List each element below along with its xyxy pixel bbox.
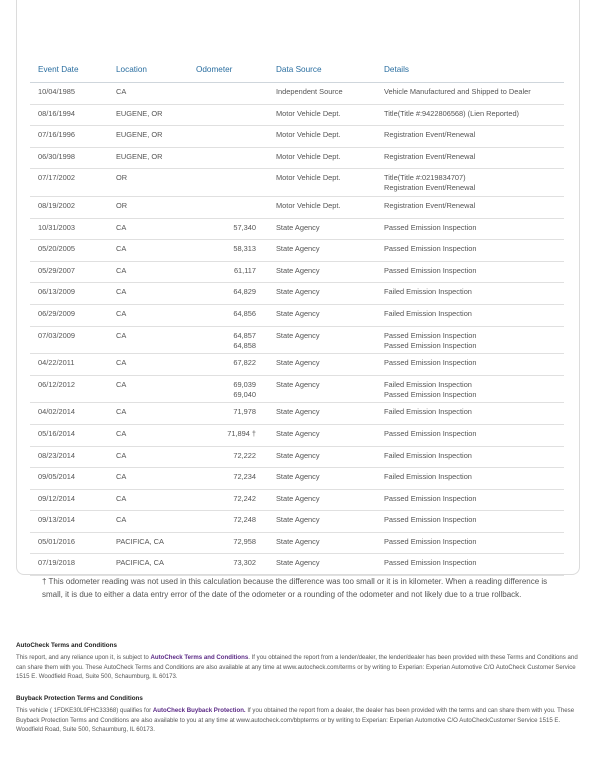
cell-data-source: State Agency <box>276 558 320 568</box>
odometer-reading: 64,856 <box>233 308 256 318</box>
cell-data-source: State Agency <box>276 358 320 368</box>
autocheck-terms-text <box>16 653 582 681</box>
cell-event-date: 05/16/2014 <box>38 428 75 438</box>
cell-details <box>384 380 564 400</box>
buyback-terms-section <box>16 694 582 735</box>
detail-line: Passed Emission Inspection <box>384 222 477 232</box>
cell-details <box>384 558 564 568</box>
autocheck-terms-link[interactable]: AutoCheck Terms and Conditions <box>150 654 249 662</box>
cell-data-source: Motor Vehicle Dept. <box>276 108 341 118</box>
cell-odometer <box>194 244 256 254</box>
cell-location: EUGENE, OR <box>116 130 163 140</box>
odometer-reading: 73,302 <box>233 558 256 568</box>
detail-line: Title(Title #:0219834707) <box>384 173 466 183</box>
detail-line: Passed Emission Inspection <box>384 265 477 275</box>
header-details: Details <box>384 65 410 74</box>
cell-data-source: State Agency <box>276 536 320 546</box>
cell-event-date: 04/02/2014 <box>38 407 75 417</box>
cell-details <box>384 472 564 482</box>
cell-details <box>384 537 564 547</box>
buyback-terms-text <box>16 706 582 734</box>
detail-line: Passed Emission Inspection <box>384 330 477 340</box>
cell-data-source: Motor Vehicle Dept. <box>276 130 341 140</box>
detail-line-secondary: Passed Emission Inspection <box>384 389 477 399</box>
odometer-reading: 64,857 <box>233 330 256 340</box>
cell-data-source: State Agency <box>276 265 320 275</box>
cell-odometer <box>194 331 256 351</box>
cell-odometer <box>194 223 256 233</box>
table-row <box>30 148 564 170</box>
odometer-reading: 72,958 <box>233 536 256 546</box>
cell-location: PACIFICA, CA <box>116 558 164 568</box>
event-history-table <box>30 60 564 576</box>
cell-location: CA <box>116 493 127 503</box>
cell-odometer <box>194 472 256 482</box>
odometer-reading: 72,222 <box>233 450 256 460</box>
cell-details <box>384 223 564 233</box>
autocheck-terms-title: AutoCheck Terms and Conditions <box>16 642 117 649</box>
table-body <box>30 83 564 576</box>
cell-data-source: State Agency <box>276 472 320 482</box>
odometer-reading: 58,313 <box>233 244 256 254</box>
detail-line-secondary: Passed Emission Inspection <box>384 340 477 350</box>
cell-data-source: State Agency <box>276 450 320 460</box>
cell-odometer <box>194 407 256 417</box>
cell-location: OR <box>116 200 128 210</box>
cell-location: CA <box>116 407 127 417</box>
detail-line: Registration Event/Renewal <box>384 200 476 210</box>
buyback-terms-link[interactable]: AutoCheck Buyback Protection. <box>152 707 246 715</box>
odometer-reading: 71,978 <box>233 407 256 417</box>
cell-event-date: 09/05/2014 <box>38 472 75 482</box>
cell-location: CA <box>116 308 127 318</box>
cell-data-source: State Agency <box>276 493 320 503</box>
cell-event-date: 07/19/2018 <box>38 558 75 568</box>
cell-details <box>384 244 564 254</box>
cell-data-source: Motor Vehicle Dept. <box>276 173 341 183</box>
autocheck-terms-text-before: This report, and any reliance upon it, is subject to <box>16 654 151 662</box>
cell-event-date: 06/29/2009 <box>38 308 75 318</box>
cell-location: CA <box>116 472 127 482</box>
cell-odometer <box>194 494 256 504</box>
cell-odometer <box>194 451 256 461</box>
detail-line: Passed Emission Inspection <box>384 493 477 503</box>
cell-data-source: State Agency <box>276 407 320 417</box>
cell-location: CA <box>116 330 127 340</box>
table-row <box>30 403 564 425</box>
cell-details <box>384 451 564 461</box>
cell-details <box>384 266 564 276</box>
cell-event-date: 08/19/2002 <box>38 200 75 210</box>
cell-location: CA <box>116 244 127 254</box>
table-row <box>30 169 564 197</box>
odometer-reading: 69,039 <box>233 379 256 389</box>
detail-line: Passed Emission Inspection <box>384 358 477 368</box>
cell-location: CA <box>116 428 127 438</box>
detail-line: Failed Emission Inspection <box>384 472 472 482</box>
cell-odometer <box>194 558 256 568</box>
table-row <box>30 376 564 404</box>
header-location: Location <box>116 65 147 74</box>
buyback-terms-text-before: This vehicle ( 1FDKE30L9FHC33368) qualifies for <box>16 707 153 715</box>
cell-odometer <box>194 380 256 400</box>
cell-event-date: 10/31/2003 <box>38 222 75 232</box>
cell-data-source: Independent Source <box>276 87 343 96</box>
buyback-terms-text-after: If you obtained the report from a dealer, the dealer has been provided with the terms and can share them with you. These Buyback Protection Terms and Conditions are also available to you at any time at www.autocheck.com/bbpterms or by writing to Experian: Experian Automotive C/O AutoCheckCustomer Service 1515 E. Woodfield Road, Suite 500, Schaumburg, IL 60173. <box>16 707 575 734</box>
cell-data-source: Motor Vehicle Dept. <box>276 151 341 161</box>
cell-data-source: State Agency <box>276 308 320 318</box>
table-row <box>30 327 564 355</box>
cell-event-date: 07/16/1996 <box>38 130 75 140</box>
cell-details <box>384 358 564 368</box>
cell-details <box>384 331 564 351</box>
cell-location: CA <box>116 450 127 460</box>
cell-details <box>384 309 564 319</box>
table-row <box>30 240 564 262</box>
cell-odometer <box>194 358 256 368</box>
cell-details <box>384 109 564 119</box>
cell-location: CA <box>116 379 127 389</box>
cell-data-source: State Agency <box>276 287 320 297</box>
cell-event-date: 07/03/2009 <box>38 330 75 340</box>
cell-event-date: 05/29/2007 <box>38 265 75 275</box>
autocheck-terms-section <box>16 641 582 682</box>
cell-event-date: 05/01/2016 <box>38 536 75 546</box>
table-row <box>30 105 564 127</box>
detail-line: Passed Emission Inspection <box>384 428 477 438</box>
detail-line: Passed Emission Inspection <box>384 536 477 546</box>
cell-odometer <box>194 287 256 297</box>
table-row <box>30 425 564 447</box>
cell-details <box>384 494 564 504</box>
cell-event-date: 08/16/1994 <box>38 108 75 118</box>
cell-details <box>384 429 564 439</box>
odometer-reading: 72,248 <box>233 515 256 525</box>
table-row <box>30 554 564 576</box>
cell-event-date: 10/04/1985 <box>38 87 75 96</box>
table-row <box>30 354 564 376</box>
odometer-reading: 72,234 <box>233 472 256 482</box>
table-row <box>30 447 564 469</box>
cell-location: CA <box>116 222 127 232</box>
odometer-reading: 71,894 † <box>227 428 256 438</box>
odometer-reading-secondary: 69,040 <box>233 389 256 399</box>
detail-line: Registration Event/Renewal <box>384 151 476 161</box>
odometer-footnote: † This odometer reading was not used in this calculation because the difference was too small or it is in kilometer. When a reading difference is small, it is due to either a data entry error of the date of the odometer or a rounding of the odometer and not likely due to a true rollback. <box>42 577 548 599</box>
cell-data-source: State Agency <box>276 515 320 525</box>
cell-event-date: 06/30/1998 <box>38 151 75 161</box>
odometer-reading: 72,242 <box>233 493 256 503</box>
detail-line: Passed Emission Inspection <box>384 244 477 254</box>
cell-odometer <box>194 537 256 547</box>
odometer-reading: 67,822 <box>233 358 256 368</box>
cell-location: CA <box>116 358 127 368</box>
cell-details <box>384 152 564 162</box>
table-row <box>30 468 564 490</box>
cell-location: CA <box>116 287 127 297</box>
cell-data-source: State Agency <box>276 330 320 340</box>
cell-event-date: 07/17/2002 <box>38 173 75 183</box>
detail-line: Failed Emission Inspection <box>384 450 472 460</box>
cell-event-date: 09/12/2014 <box>38 493 75 503</box>
cell-event-date: 08/23/2014 <box>38 450 75 460</box>
cell-details <box>384 201 564 211</box>
cell-data-source: Motor Vehicle Dept. <box>276 200 341 210</box>
cell-details <box>384 287 564 297</box>
cell-data-source: State Agency <box>276 222 320 232</box>
cell-event-date: 05/20/2005 <box>38 244 75 254</box>
cell-details <box>384 130 564 140</box>
cell-location: OR <box>116 173 128 183</box>
cell-odometer <box>194 309 256 319</box>
cell-event-date: 06/12/2012 <box>38 379 75 389</box>
cell-location: EUGENE, OR <box>116 108 163 118</box>
table-row <box>30 490 564 512</box>
cell-odometer <box>194 429 256 439</box>
cell-location: CA <box>116 515 127 525</box>
table-row <box>30 283 564 305</box>
cell-details <box>384 515 564 525</box>
table-row <box>30 83 564 105</box>
detail-line-secondary: Registration Event/Renewal <box>384 183 476 193</box>
buyback-terms-title: Buyback Protection Terms and Conditions <box>16 695 143 702</box>
cell-details <box>384 87 564 97</box>
cell-odometer <box>194 515 256 525</box>
odometer-reading: 64,829 <box>233 287 256 297</box>
table-row <box>30 511 564 533</box>
cell-data-source: State Agency <box>276 244 320 254</box>
table-header <box>30 60 564 83</box>
table-row <box>30 305 564 327</box>
table-row <box>30 262 564 284</box>
cell-details <box>384 407 564 417</box>
cell-data-source: State Agency <box>276 379 320 389</box>
detail-line: Failed Emission Inspection <box>384 308 472 318</box>
cell-location: CA <box>116 87 127 96</box>
cell-odometer <box>194 266 256 276</box>
detail-line: Passed Emission Inspection <box>384 515 477 525</box>
table-row <box>30 126 564 148</box>
table-row <box>30 533 564 555</box>
cell-location: CA <box>116 265 127 275</box>
detail-line: Failed Emission Inspection <box>384 379 472 389</box>
detail-line: Title(Title #:9422806568) (Lien Reported) <box>384 108 520 118</box>
detail-line: Vehicle Manufactured and Shipped to Dealer <box>384 87 531 96</box>
cell-location: PACIFICA, CA <box>116 536 164 546</box>
odometer-reading: 57,340 <box>233 222 256 232</box>
table-row <box>30 219 564 241</box>
detail-line: Failed Emission Inspection <box>384 287 472 297</box>
cell-event-date: 06/13/2009 <box>38 287 75 297</box>
header-data-source: Data Source <box>276 65 322 74</box>
table-row <box>30 197 564 219</box>
autocheck-terms-text-after: . If you obtained the report from a lender/dealer, the lender/dealer has been provided with these Terms and Conditions and can share them with you. These AutoCheck Terms and Conditions are also available at any time at www.autocheck.com/terms or by writing to Experian: Experian Automotive C/O AutoCheck Customer Service 1515 E. Woodfield Road, Suite 500, Schaumburg, IL 60173. <box>16 654 578 681</box>
cell-event-date: 04/22/2011 <box>38 358 75 368</box>
odometer-reading-secondary: 64,858 <box>233 340 256 350</box>
detail-line: Passed Emission Inspection <box>384 558 477 568</box>
cell-event-date: 09/13/2014 <box>38 515 75 525</box>
cell-details <box>384 173 564 193</box>
detail-line: Failed Emission Inspection <box>384 407 472 417</box>
header-odometer: Odometer <box>196 65 233 74</box>
cell-location: EUGENE, OR <box>116 151 163 161</box>
odometer-reading: 61,117 <box>233 265 256 275</box>
detail-line: Registration Event/Renewal <box>384 130 476 140</box>
header-event-date: Event Date <box>38 65 79 74</box>
cell-data-source: State Agency <box>276 428 320 438</box>
